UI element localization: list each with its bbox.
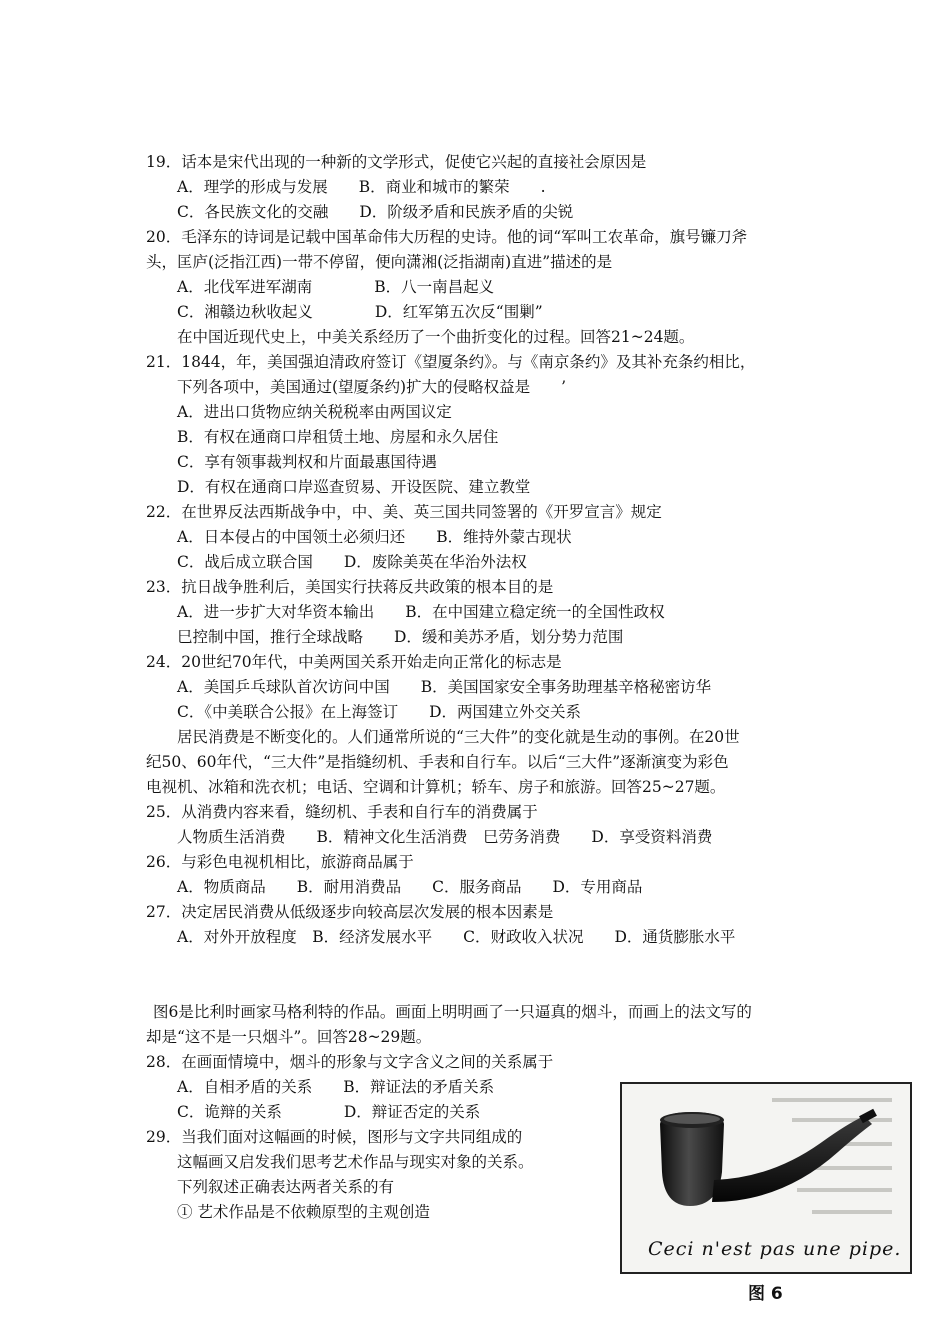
question-29-cont2: 下列叙述正确表达两者关系的有 <box>177 1178 395 1196</box>
q27-options: A．对外开放程度 B．经济发展水平 C．财政收入状况 D．通货膨胀水平 <box>177 928 736 946</box>
pipe-icon <box>652 1102 882 1232</box>
q26-options: A．物质商品 B．耐用消费品 C．服务商品 D．专用商品 <box>177 878 643 896</box>
intro-28-29-cont: 却是“这不是一只烟斗”。回答28~29题。 <box>146 1028 432 1046</box>
q28-options-cd: C．诡辩的关系 D．辩证否定的关系 <box>177 1103 481 1121</box>
question-29: 29．当我们面对这幅画的时候，图形与文字共同组成的 <box>146 1128 523 1146</box>
intro-25-27: 居民消费是不断变化的。人们通常所说的“三大件”的变化就是生动的事例。在20世 <box>177 728 740 746</box>
q23-options-cd: 巳控制中国，推行全球战略 D．缓和美苏矛盾，划分势力范围 <box>177 628 624 646</box>
question-22: 22．在世界反法西斯战争中，中、美、英三国共同签署的《开罗宣言》规定 <box>146 503 662 521</box>
question-20-cont: 头，匡庐(泛指江西)一带不停留，便向潇湘(泛指湖南)直进”描述的是 <box>146 253 613 271</box>
intro-25-27-cont2: 电视机、冰箱和洗衣机；电话、空调和计算机；轿车、房子和旅游。回答25~27题。 <box>146 778 726 796</box>
question-19: 19．话本是宋代出现的一种新的文学形式，促使它兴起的直接社会原因是 <box>146 153 647 171</box>
question-26: 26．与彩色电视机相比，旅游商品属于 <box>146 853 414 871</box>
magritte-pipe-figure <box>620 1082 912 1274</box>
q21-option-b: B．有权在通商口岸租赁土地、房屋和永久居住 <box>177 428 499 446</box>
question-20: 20．毛泽东的诗词是记载中国革命伟大历程的史诗。他的词“军叫工农革命，旗号镰刀斧 <box>146 228 748 246</box>
question-29-cont1: 这幅画又启发我们思考艺术作品与现实对象的关系。 <box>177 1153 534 1171</box>
q21-option-d: D．有权在通商口岸巡查贸易、开设医院、建立教堂 <box>177 478 531 496</box>
question-27: 27．决定居民消费从低级逐步向较高层次发展的根本因素是 <box>146 903 554 921</box>
figure-label: 图 6 <box>748 1284 783 1304</box>
question-28: 28．在画面情境中，烟斗的形象与文字含义之间的关系属于 <box>146 1053 554 1071</box>
question-23: 23．抗日战争胜利后，美国实行扶蒋反共政策的根本目的是 <box>146 578 554 596</box>
q24-options-cd: C．《中美联合公报》在上海签订 D．两国建立外交关系 <box>177 703 582 721</box>
intro-25-27-cont1: 纪50、60年代，“三大件”是指缝纫机、手表和自行车。以后“三大件”逐渐演变为彩色 <box>146 753 729 771</box>
q20-options-ab: A．北伐军进军湖南 B．八一南昌起义 <box>177 278 495 296</box>
q21-option-a: A．进出口货物应纳关税税率由两国议定 <box>177 403 452 421</box>
question-24: 24．20世纪70年代，中美两国关系开始走向正常化的标志是 <box>146 653 562 671</box>
question-21: 21．1844，年，美国强迫清政府签订《望厦条约》。与《南京条约》及其补充条约相比， <box>146 353 756 371</box>
q22-options-cd: C．战后成立联合国 D．废除美英在华治外法权 <box>177 553 527 571</box>
intro-28-29: 图6是比利时画家马格利特的作品。画面上明明画了一只逼真的烟斗，而画上的法文写的 <box>153 1003 752 1021</box>
q23-options-ab: A．进一步扩大对华资本输出 B．在中国建立稳定统一的全国性政权 <box>177 603 665 621</box>
question-21-cont: 下列各项中，美国通过(望厦条约)扩大的侵略权益是 ’ <box>177 378 567 396</box>
q24-options-ab: A．美国乒乓球队首次访问中国 B．美国国家安全事务助理基辛格秘密访华 <box>177 678 712 696</box>
q22-options-ab: A．日本侵占的中国领土必须归还 B．维持外蒙古现状 <box>177 528 572 546</box>
q19-options-cd: C．各民族文化的交融 D．阶级矛盾和民族矛盾的尖锐 <box>177 203 574 221</box>
q25-options: 人物质生活消费 B．精神文化生活消费 巳劳务消费 D．享受资料消费 <box>177 828 713 846</box>
q21-option-c: C．享有领事裁判权和片面最惠国待遇 <box>177 453 437 471</box>
q19-options-ab: A．理学的形成与发展 B．商业和城市的繁荣 . <box>177 178 546 196</box>
intro-21-24: 在中国近现代史上，中美关系经历了一个曲折变化的过程。回答21~24题。 <box>177 328 695 346</box>
q20-options-cd: C．湘赣边秋收起义 D．红军第五次反“围剿” <box>177 303 543 321</box>
q28-options-ab: A．自相矛盾的关系 B．辩证法的矛盾关系 <box>177 1078 495 1096</box>
painting-caption: Ceci n'est pas une pipe. <box>648 1238 902 1260</box>
q29-statement-1: ① 艺术作品是不依赖原型的主观创造 <box>177 1203 430 1221</box>
question-25: 25．从消费内容来看，缝纫机、手表和自行车的消费属于 <box>146 803 538 821</box>
